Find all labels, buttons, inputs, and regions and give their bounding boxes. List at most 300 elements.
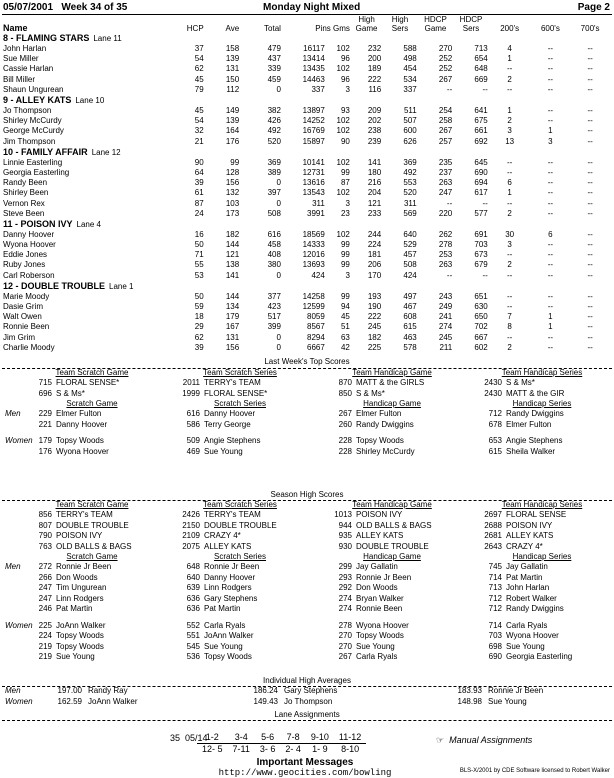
score-value: 653	[488, 436, 502, 445]
player-name: George McCurdy	[3, 126, 64, 136]
col-high-sers: High Sers	[391, 15, 409, 33]
player-name: Jim Grim	[3, 332, 35, 342]
score-name: Topsy Woods	[356, 631, 404, 640]
score-entry	[170, 409, 310, 420]
stat-cell: 457	[403, 250, 417, 260]
stat-cell: 1	[507, 54, 512, 64]
stat-cell: --	[506, 198, 513, 208]
player-name: Carl Roberson	[3, 270, 55, 280]
stat-cell: 112	[226, 84, 240, 94]
stat-cell: --	[587, 54, 593, 64]
stat-cell: 139	[225, 116, 240, 126]
score-value: 1013	[334, 510, 352, 519]
score-name: S & Ms*	[356, 388, 385, 398]
individual-score-column	[472, 552, 612, 663]
stat-cell: 209	[367, 106, 382, 116]
stat-cell: 121	[367, 198, 382, 208]
individual-score-column	[322, 552, 462, 663]
stat-cell: 408	[267, 250, 281, 260]
score-value: 696	[38, 388, 52, 398]
stat-cell: 397	[267, 188, 281, 198]
stat-cell: 158	[225, 44, 240, 54]
stat-cell: 7	[507, 312, 512, 322]
stat-cell: 626	[403, 136, 417, 146]
high-averages	[2, 686, 610, 710]
stat-cell: 144	[225, 291, 240, 301]
player-name: Marie Moody	[3, 291, 50, 301]
stat-cell: 553	[403, 178, 417, 188]
stat-cell: 311	[312, 198, 325, 208]
score-entry	[170, 378, 310, 389]
team-score-column	[322, 368, 462, 399]
column-title: Team Scratch Game	[55, 368, 129, 377]
average-name: Randy Ray	[88, 686, 128, 695]
score-name: Elmer Fulton	[506, 419, 552, 429]
column-title: Team Scratch Game	[55, 500, 129, 509]
score-entry	[322, 642, 462, 653]
stat-cell: 18569	[302, 229, 325, 239]
stat-cell: 1	[507, 188, 512, 198]
score-name: Pat Martin	[56, 604, 93, 613]
score-name: S & Ms*	[56, 388, 85, 398]
stat-cell: 190	[367, 302, 382, 312]
score-value: 745	[488, 562, 502, 571]
manual-icon: ☞	[436, 735, 445, 745]
stat-cell: --	[547, 291, 554, 301]
stat-cell: 182	[367, 332, 382, 342]
stat-cell: 3	[345, 198, 350, 208]
score-name: Sue Young	[204, 446, 243, 456]
score-entry	[322, 542, 462, 553]
score-value: 228	[338, 436, 352, 445]
score-name: TERRY's TEAM	[204, 510, 261, 519]
score-name: ALLEY KATS	[506, 531, 554, 540]
stat-cell: --	[506, 291, 513, 301]
stat-cell: 45	[194, 106, 204, 116]
player-row	[2, 64, 610, 74]
stat-cell: 641	[474, 106, 488, 116]
score-name: POISON IVY	[356, 510, 403, 519]
standings-table	[2, 15, 610, 353]
score-value: 640	[186, 572, 200, 582]
stat-cell: --	[547, 302, 554, 312]
stat-cell: 235	[438, 157, 453, 167]
stat-cell: 62	[194, 64, 204, 74]
stat-cell: 156	[225, 178, 240, 188]
stat-cell: 424	[311, 270, 325, 280]
team-header-row	[2, 33, 610, 44]
stat-cell: 50	[194, 240, 204, 250]
score-entry	[322, 510, 462, 521]
stat-cell: 645	[474, 157, 488, 167]
report-date-week: 05/07/2001 Week 34 of 35	[3, 2, 128, 13]
stat-cell: 176	[225, 136, 240, 146]
score-name: Ronnie Jr Been	[56, 562, 112, 571]
stat-cell: --	[587, 291, 593, 301]
score-name: Robert Walker	[506, 593, 557, 603]
stat-cell: 463	[403, 332, 417, 342]
team-score-column	[170, 500, 310, 552]
high-averages-title: Individual High Averages	[263, 676, 351, 685]
score-name: FLORAL SENSE*	[204, 388, 268, 398]
score-name: Bryan Walker	[356, 593, 404, 603]
average-name: JoAnn Walker	[88, 697, 138, 706]
score-entry	[322, 583, 462, 594]
score-name: MATT & the GIR	[506, 388, 565, 398]
score-name: OLD BALLS & BAGS	[56, 541, 132, 551]
stat-cell: --	[506, 332, 513, 342]
stat-cell: --	[482, 270, 488, 280]
player-row	[2, 250, 610, 260]
stat-cell: --	[547, 44, 554, 54]
stat-cell: 99	[230, 157, 240, 167]
stat-cell: 16117	[303, 44, 325, 54]
score-value: 219	[38, 652, 52, 661]
stat-cell: 492	[267, 126, 281, 136]
score-value: 790	[38, 531, 52, 540]
stat-cell: 667	[474, 332, 488, 342]
score-name: Carla Ryals	[204, 620, 246, 630]
stat-cell: 1	[548, 126, 553, 136]
page-number: Page 2	[577, 2, 610, 13]
score-name: Elmer Fulton	[356, 409, 402, 418]
player-name: Cassie Harlan	[3, 64, 54, 74]
stat-cell: 39	[194, 342, 204, 352]
team-name: 9 - ALLEY KATS	[3, 94, 72, 105]
stat-cell: 15897	[302, 136, 325, 146]
stat-cell: 139	[225, 54, 240, 64]
player-name: Linnie Easterling	[3, 157, 63, 167]
score-value: 2011	[182, 378, 200, 387]
stat-cell: 389	[267, 167, 281, 177]
stat-cell: 262	[438, 229, 453, 239]
score-entry	[22, 420, 162, 431]
score-value: 247	[38, 583, 52, 592]
stat-cell: 243	[438, 291, 453, 301]
score-value: 586	[186, 419, 200, 429]
stat-cell: --	[587, 116, 593, 126]
stat-cell: 61	[194, 188, 204, 198]
score-name: Sue Young	[356, 641, 395, 651]
average-name: Jo Thompson	[284, 697, 333, 706]
score-value: 2150	[182, 520, 200, 530]
stat-cell: 32	[194, 126, 204, 136]
stat-cell: 426	[267, 116, 281, 126]
col-700s: 700's	[580, 24, 600, 33]
stat-cell: 244	[367, 229, 382, 239]
stat-cell: 39	[194, 178, 204, 188]
score-name: Topsy Woods	[204, 652, 252, 661]
player-name: Eddie Jones	[3, 250, 48, 260]
score-entry	[170, 652, 310, 663]
team-lane: Lane 10	[75, 95, 105, 105]
score-value: 935	[338, 531, 352, 540]
score-name: Ronnie Jr Been	[204, 562, 260, 571]
stat-cell: --	[547, 178, 554, 188]
stat-cell: 507	[403, 116, 417, 126]
player-row	[2, 343, 610, 353]
stat-cell: 222	[367, 312, 382, 322]
lane-pair: 5-6	[255, 732, 281, 744]
score-value: 2430	[484, 378, 502, 387]
stat-cell: 254	[438, 106, 453, 116]
score-name: Topsy Woods	[56, 436, 104, 445]
score-name: S & Ms*	[506, 378, 535, 387]
stat-cell: 8294	[307, 332, 325, 342]
score-name: Danny Hoover	[204, 572, 256, 582]
stat-cell: --	[547, 332, 554, 342]
player-row	[2, 292, 610, 302]
stat-cell: 274	[438, 322, 453, 332]
stat-cell: 233	[367, 208, 382, 218]
stat-cell: 164	[225, 126, 240, 136]
score-entry	[472, 652, 612, 663]
stat-cell: 144	[225, 240, 240, 250]
score-entry	[322, 409, 462, 420]
score-entry	[472, 542, 612, 553]
stat-cell: 13616	[302, 178, 325, 188]
score-name: Don Woods	[56, 572, 98, 582]
stat-cell: 257	[438, 136, 453, 146]
score-entry	[472, 420, 612, 431]
score-entry	[472, 510, 612, 521]
score-entry	[22, 510, 162, 521]
score-name: OLD BALLS & BAGS	[356, 520, 432, 530]
score-name: Angie Stephens	[204, 436, 261, 445]
score-value: 636	[186, 604, 200, 613]
stat-cell: 651	[474, 291, 488, 301]
lane-teams: 3- 6	[259, 744, 276, 754]
player-row	[2, 168, 610, 178]
player-name: Sue Miller	[3, 54, 39, 64]
stat-cell: 648	[474, 64, 488, 74]
score-value: 712	[488, 409, 502, 418]
stat-cell: --	[446, 84, 453, 94]
stat-cell: 713	[474, 44, 488, 54]
score-name: Angie Stephens	[506, 436, 563, 445]
stat-cell: 93	[340, 106, 350, 116]
score-name: DOUBLE TROUBLE	[356, 541, 429, 551]
score-value: 2426	[182, 510, 200, 519]
average-entry	[238, 686, 337, 695]
score-value: 713	[488, 583, 502, 592]
score-entry	[170, 420, 310, 431]
stat-cell: 511	[403, 106, 417, 116]
stat-cell: 3	[548, 136, 553, 146]
lane-pair: 7-8	[280, 732, 306, 744]
player-name: Charlie Moody	[3, 342, 55, 352]
score-name: JoAnn Walker	[204, 631, 254, 640]
stat-cell: 87	[194, 198, 204, 208]
column-title: Handicap Series	[512, 552, 572, 561]
stat-cell: --	[587, 64, 593, 74]
stat-cell: 679	[474, 260, 488, 270]
stat-cell: --	[587, 250, 593, 260]
score-entry	[22, 389, 162, 400]
score-entry	[22, 642, 162, 653]
score-value: 2075	[182, 541, 200, 551]
stat-cell: 181	[367, 250, 382, 260]
stat-cell: 12731	[302, 167, 325, 177]
score-entry	[170, 510, 310, 521]
score-name: Randy Dwiggins	[356, 419, 414, 429]
score-value: 278	[338, 620, 352, 630]
score-name: Topsy Woods	[356, 436, 404, 445]
stat-cell: 0	[276, 342, 281, 352]
stat-cell: 245	[367, 322, 382, 332]
team-name: 11 - POISON IVY	[3, 218, 73, 229]
stat-cell: 42	[340, 342, 350, 352]
score-entry	[322, 573, 462, 584]
score-value: 636	[186, 593, 200, 603]
stat-cell: 30	[505, 229, 515, 239]
score-value: 807	[38, 520, 52, 530]
player-name: Walt Owen	[3, 312, 42, 322]
score-name: Topsy Woods	[56, 641, 104, 651]
score-name: DOUBLE TROUBLE	[56, 520, 129, 530]
stat-cell: 263	[438, 178, 453, 188]
stat-cell: 0	[276, 198, 281, 208]
stat-cell: 520	[403, 188, 417, 198]
stat-cell: 79	[194, 84, 204, 94]
score-entry	[322, 562, 462, 573]
stat-cell: 45	[194, 74, 204, 84]
stat-cell: 13414	[302, 54, 325, 64]
score-entry	[170, 642, 310, 653]
stat-cell: 99	[340, 167, 350, 177]
score-name: Linn Rodgers	[204, 583, 252, 592]
score-entry	[472, 631, 612, 642]
score-name: Elmer Fulton	[56, 409, 102, 418]
score-entry	[322, 652, 462, 663]
score-value: 228	[338, 446, 352, 456]
stat-cell: --	[547, 64, 554, 74]
stat-cell: 211	[439, 342, 453, 352]
men-label: Men	[5, 409, 21, 418]
stat-cell: --	[482, 198, 488, 208]
stat-cell: 423	[267, 302, 281, 312]
stat-cell: 13435	[302, 64, 325, 74]
score-value: 930	[338, 541, 352, 551]
stat-cell: 156	[225, 342, 240, 352]
score-name: Topsy Woods	[56, 631, 104, 640]
score-name: Gary Stephens	[204, 593, 258, 603]
individual-score-column	[170, 552, 310, 663]
stat-cell: --	[587, 229, 593, 239]
stat-cell: 3991	[307, 208, 325, 218]
stat-cell: 102	[336, 64, 350, 74]
stat-cell: 691	[474, 229, 488, 239]
stat-cell: 37	[194, 44, 204, 54]
stat-cell: 132	[225, 188, 240, 198]
stat-cell: --	[547, 208, 554, 218]
score-name: Ronnie Been	[356, 604, 403, 613]
player-row	[2, 54, 610, 64]
stat-cell: 578	[403, 342, 417, 352]
stat-cell: 12016	[302, 250, 325, 260]
score-name: CRAZY 4*	[506, 541, 543, 551]
col-hdcp-game: HDCP Game	[424, 15, 447, 33]
score-name: Sue Young	[56, 652, 95, 661]
stat-cell: 193	[367, 291, 382, 301]
stat-cell: 12599	[302, 302, 325, 312]
stat-cell: 369	[403, 157, 417, 167]
score-name: Tim Ungurean	[56, 583, 107, 592]
score-value: 545	[186, 641, 200, 651]
score-value: 763	[38, 541, 52, 551]
score-name: Jay Gallatin	[356, 562, 398, 571]
score-entry	[322, 531, 462, 542]
stat-cell: 14258	[302, 291, 325, 301]
team-score-column	[472, 368, 612, 399]
stat-cell: 71	[194, 250, 204, 260]
stat-cell: 690	[474, 167, 488, 177]
stat-cell: 16769	[302, 126, 325, 136]
stat-cell: 134	[225, 302, 240, 312]
stat-cell: --	[587, 332, 593, 342]
score-value: 870	[338, 378, 352, 387]
score-value: 698	[488, 641, 502, 651]
stat-cell: --	[506, 270, 513, 280]
men-label: Men	[5, 686, 21, 695]
stat-cell: 267	[438, 74, 453, 84]
important-messages	[200, 757, 410, 778]
stat-cell: --	[482, 84, 488, 94]
stat-cell: 630	[474, 302, 488, 312]
score-value: 246	[38, 604, 52, 613]
stat-cell: 51	[340, 322, 350, 332]
score-entry	[22, 378, 162, 389]
column-title: Team Handicap Game	[352, 500, 432, 509]
stat-cell: 0	[276, 84, 281, 94]
stat-cell: 263	[438, 260, 453, 270]
stat-cell: 141	[367, 157, 382, 167]
score-name: Sue Young	[506, 641, 545, 651]
stat-cell: 21	[194, 136, 204, 146]
score-entry	[322, 631, 462, 642]
stat-cell: 615	[403, 322, 417, 332]
score-value: 272	[38, 562, 52, 571]
stat-cell: --	[506, 84, 513, 94]
individual-score-column	[170, 399, 310, 457]
average-value: 197.00	[57, 686, 82, 695]
section-divider	[2, 720, 612, 721]
stat-cell: 8059	[307, 312, 325, 322]
score-entry	[170, 621, 310, 632]
stat-cell: 424	[403, 270, 417, 280]
player-name: Vernon Rex	[3, 198, 45, 208]
stat-cell: 167	[225, 322, 240, 332]
score-value: 616	[186, 409, 200, 418]
player-row	[2, 158, 610, 168]
stat-cell: 2	[507, 74, 512, 84]
stat-cell: --	[547, 74, 554, 84]
stat-cell: --	[587, 178, 593, 188]
stat-cell: 99	[340, 250, 350, 260]
team-header-row	[2, 95, 610, 106]
average-entry	[442, 686, 543, 695]
score-value: 714	[488, 620, 502, 630]
software-footer: BLS-X/2001 by CDE Software licensed to Robert Walker	[459, 768, 610, 774]
individual-score-column	[22, 552, 162, 663]
score-value: 292	[338, 583, 352, 592]
score-entry	[170, 583, 310, 594]
score-value: 469	[186, 446, 200, 456]
stat-cell: 99	[340, 291, 350, 301]
score-value: 678	[488, 419, 502, 429]
average-entry	[42, 697, 138, 706]
average-entry	[442, 697, 527, 706]
